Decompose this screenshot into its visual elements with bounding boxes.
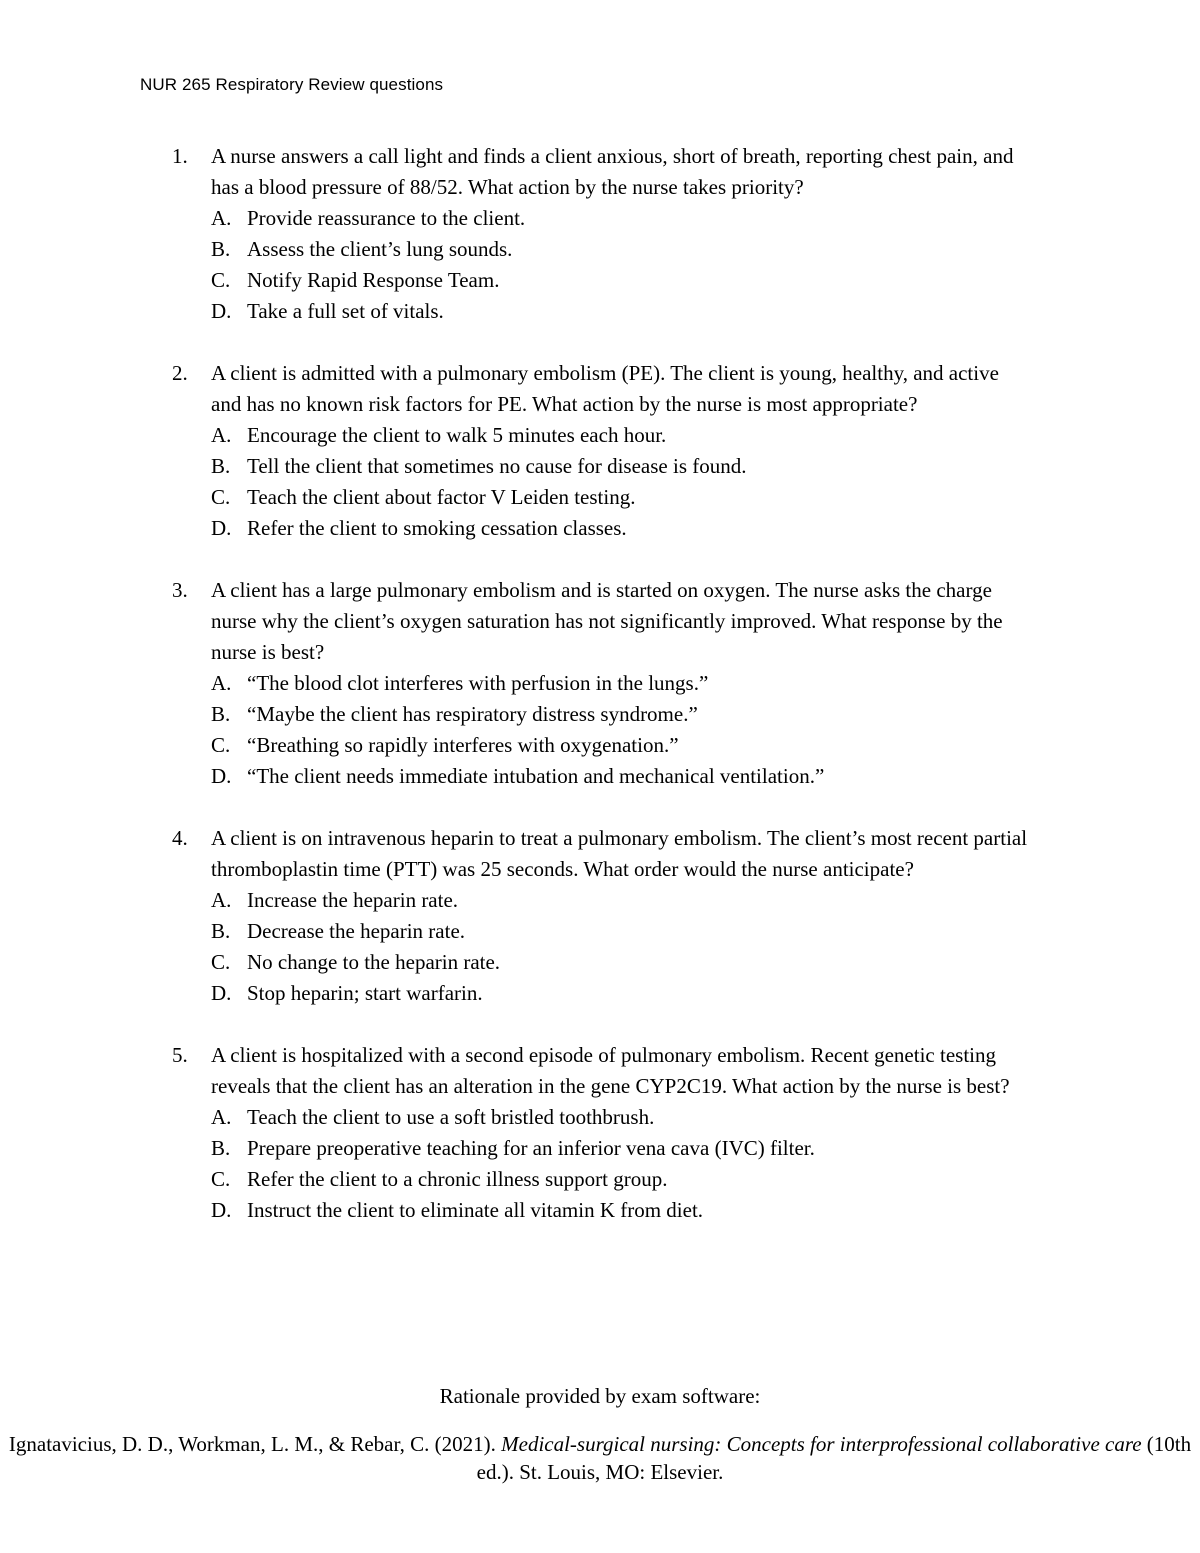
- answer-option-c: [211, 947, 1200, 978]
- option-text: Provide reassurance to the client.: [247, 206, 526, 230]
- option-text: No change to the heparin rate.: [247, 950, 501, 974]
- option-letter: A.: [211, 206, 232, 230]
- answer-option-c: [211, 1164, 1200, 1195]
- option-letter: C.: [211, 485, 231, 509]
- question-number: 3.: [172, 578, 188, 602]
- option-text: “The client needs immediate intubation and mechanical ventilation.”: [247, 764, 825, 788]
- question-number: 4.: [172, 826, 188, 850]
- option-letter: C.: [211, 1167, 231, 1191]
- option-letter: C.: [211, 733, 231, 757]
- option-letter: B.: [211, 1136, 231, 1160]
- option-text: Refer the client to a chronic illness support group.: [247, 1167, 668, 1191]
- option-text: Tell the client that sometimes no cause for disease is found.: [247, 454, 747, 478]
- option-letter: C.: [211, 268, 231, 292]
- question-5: [0, 1040, 1200, 1226]
- citation-authors: Ignatavicius, D. D., Workman, L. M., & Rebar, C. (2021).: [8, 1432, 496, 1456]
- option-text: Take a full set of vitals.: [247, 299, 444, 323]
- option-letter: D.: [211, 981, 232, 1005]
- option-text: Prepare preoperative teaching for an inferior vena cava (IVC) filter.: [247, 1136, 815, 1160]
- citation-title: Medical-surgical nursing: Concepts for interprofessional collaborative care: [501, 1432, 1142, 1456]
- answer-options: [0, 885, 1200, 1009]
- question-1: [0, 141, 1200, 327]
- answer-option-d: [211, 296, 1200, 327]
- answer-options: [0, 203, 1200, 327]
- question-stem: A client is hospitalized with a second episode of pulmonary embolism. Recent genetic testing reveals that the client has an alteration in the gene CYP2C19. What action by the nurse is best?: [211, 1043, 1010, 1098]
- option-text: Increase the heparin rate.: [247, 888, 459, 912]
- option-letter: C.: [211, 950, 231, 974]
- answer-option-a: [211, 1102, 1200, 1133]
- option-text: “Maybe the client has respiratory distress syndrome.”: [247, 702, 698, 726]
- question-number: 5.: [172, 1043, 188, 1067]
- option-letter: A.: [211, 1105, 232, 1129]
- answer-option-d: [211, 978, 1200, 1009]
- answer-option-b: [211, 234, 1200, 265]
- option-text: Decrease the heparin rate.: [247, 919, 466, 943]
- option-text: “Breathing so rapidly interferes with oxygenation.”: [247, 733, 679, 757]
- option-letter: D.: [211, 516, 232, 540]
- question-number: 1.: [172, 144, 188, 168]
- answer-options: [0, 420, 1200, 544]
- question-stem: A client has a large pulmonary embolism and is started on oxygen. The nurse asks the charge nurse why the client’s oxygen saturation has not significantly improved. What response by the nurse is best?: [211, 578, 1003, 664]
- document-header: NUR 265 Respiratory Review questions: [140, 75, 444, 94]
- option-text: Encourage the client to walk 5 minutes each hour.: [247, 423, 667, 447]
- answer-option-a: [211, 668, 1200, 699]
- answer-option-d: [211, 761, 1200, 792]
- answer-option-a: [211, 203, 1200, 234]
- answer-option-d: [211, 513, 1200, 544]
- question-3: [0, 575, 1200, 792]
- option-text: Assess the client’s lung sounds.: [247, 237, 513, 261]
- option-letter: B.: [211, 919, 231, 943]
- question-stem: A nurse answers a call light and finds a client anxious, short of breath, reporting chest pain, and has a blood pressure of 88/52. What action by the nurse takes priority?: [211, 144, 1014, 199]
- question-2: [0, 358, 1200, 544]
- option-letter: A.: [211, 888, 232, 912]
- rationale-note: Rationale provided by exam software:: [439, 1384, 761, 1408]
- answer-option-c: [211, 265, 1200, 296]
- option-letter: B.: [211, 454, 231, 478]
- answer-option-b: [211, 916, 1200, 947]
- answer-option-a: [211, 420, 1200, 451]
- answer-option-b: [211, 699, 1200, 730]
- option-text: Refer the client to smoking cessation classes.: [247, 516, 627, 540]
- option-letter: A.: [211, 671, 232, 695]
- option-letter: B.: [211, 237, 231, 261]
- option-letter: D.: [211, 299, 232, 323]
- answer-option-b: [211, 1133, 1200, 1164]
- option-letter: D.: [211, 1198, 232, 1222]
- question-number: 2.: [172, 361, 188, 385]
- question-4: [0, 823, 1200, 1009]
- option-letter: B.: [211, 702, 231, 726]
- document-footer: [0, 1381, 1200, 1486]
- answer-option-c: [211, 482, 1200, 513]
- question-stem: A client is on intravenous heparin to treat a pulmonary embolism. The client’s most recent partial thromboplastin time (PTT) was 25 seconds. What order would the nurse anticipate?: [211, 826, 1028, 881]
- option-text: “The blood clot interferes with perfusion in the lungs.”: [247, 671, 709, 695]
- answer-option-c: [211, 730, 1200, 761]
- option-text: Teach the client about factor V Leiden testing.: [247, 485, 636, 509]
- answer-option-b: [211, 451, 1200, 482]
- answer-options: [0, 1102, 1200, 1226]
- question-stem: A client is admitted with a pulmonary embolism (PE). The client is young, healthy, and active and has no known risk factors for PE. What action by the nurse is most appropriate?: [211, 361, 999, 416]
- question-list: [0, 141, 1200, 1257]
- option-text: Teach the client to use a soft bristled toothbrush.: [247, 1105, 655, 1129]
- citation-publication: (10th ed.). St. Louis, MO: Elsevier.: [476, 1432, 1192, 1484]
- option-letter: D.: [211, 764, 232, 788]
- citation: [0, 1430, 1200, 1486]
- answer-option-d: [211, 1195, 1200, 1226]
- answer-option-a: [211, 885, 1200, 916]
- option-text: Instruct the client to eliminate all vitamin K from diet.: [247, 1198, 704, 1222]
- option-letter: A.: [211, 423, 232, 447]
- option-text: Stop heparin; start warfarin.: [247, 981, 483, 1005]
- option-text: Notify Rapid Response Team.: [247, 268, 500, 292]
- answer-options: [0, 668, 1200, 792]
